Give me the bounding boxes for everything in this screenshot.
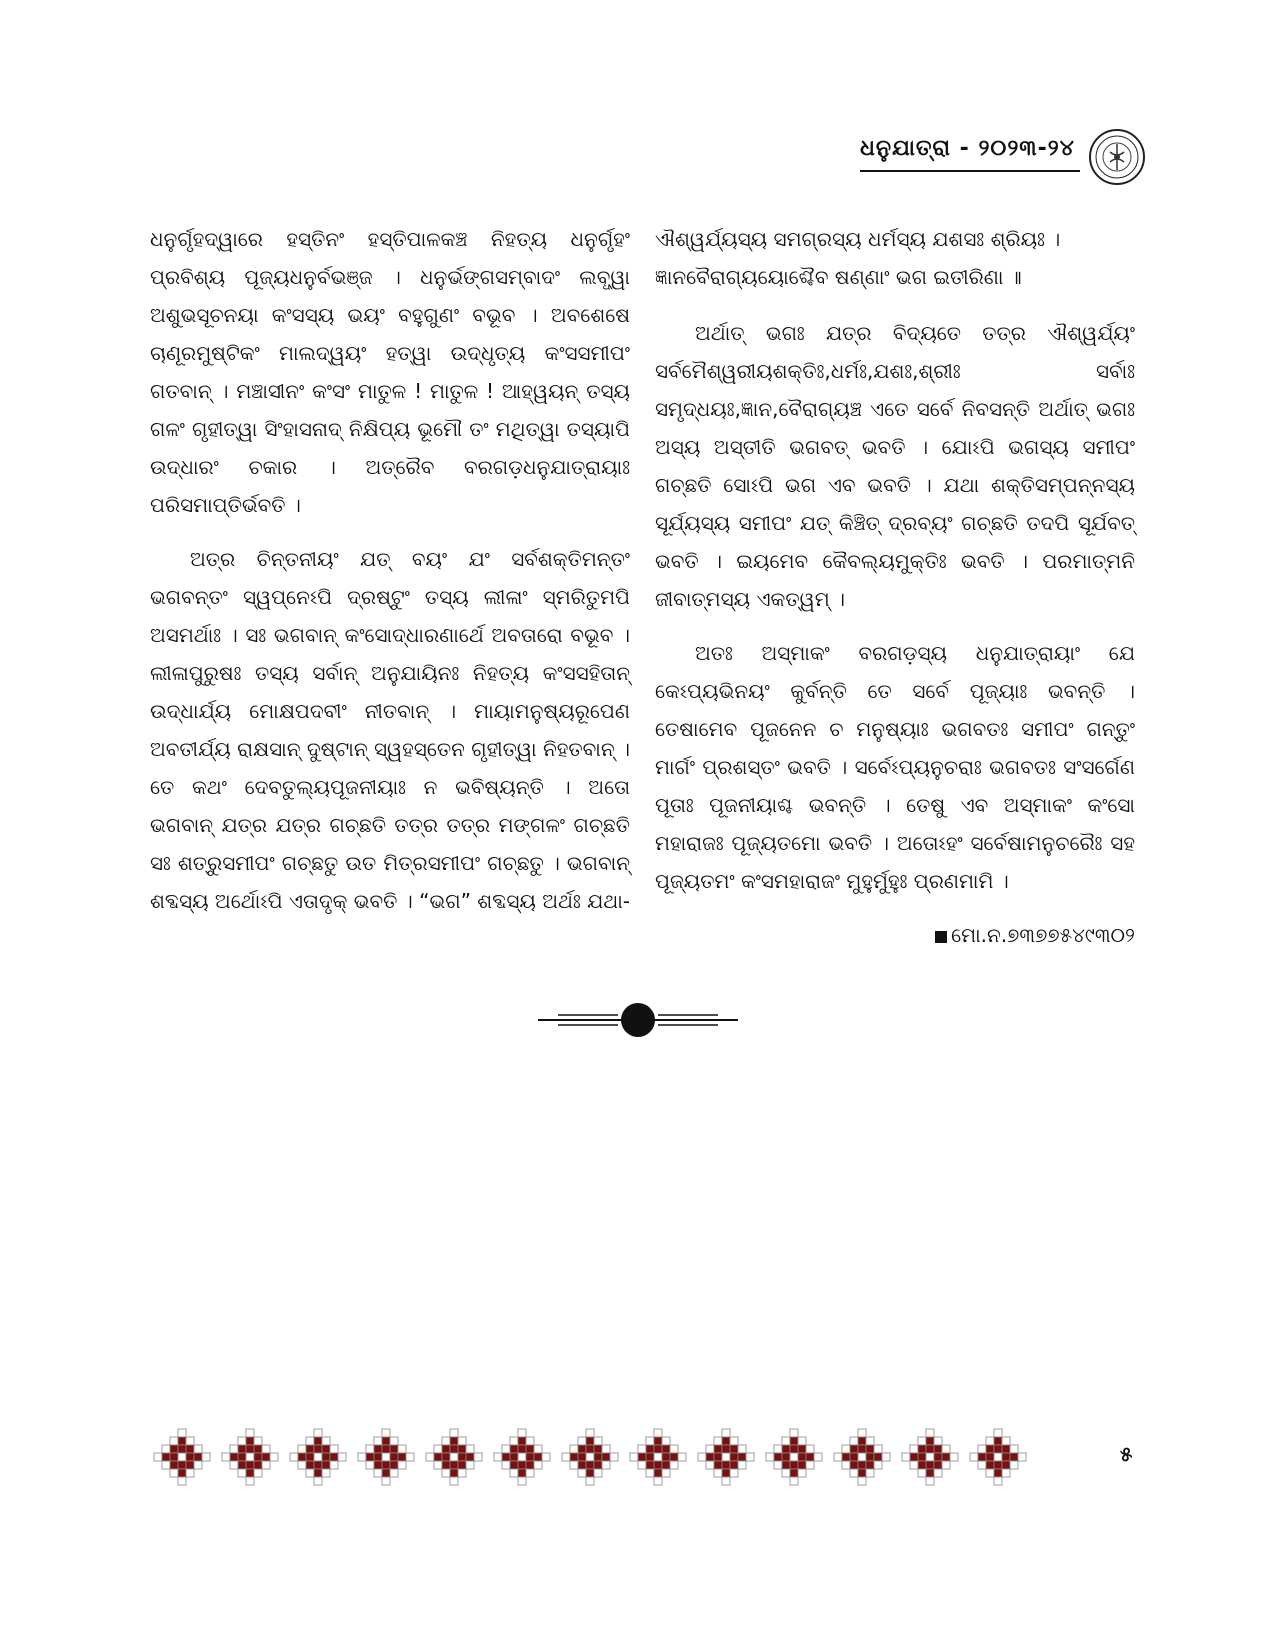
border-motif: [562, 1429, 618, 1485]
header-rule: [860, 170, 1080, 172]
border-motif: [494, 1429, 550, 1485]
border-motif: [630, 1429, 686, 1485]
verse-line-2: ଜ୍ଞାନବୈରାଗ୍ୟୟୋଶ୍ଚୈବ ଷଣ୍ଣାଂ ଭଗ ଇତୀରିଣା ॥: [655, 265, 1022, 289]
border-motif: [970, 1429, 1026, 1485]
signature: [655, 916, 1135, 954]
border-motif: [290, 1429, 346, 1485]
right-column: [655, 220, 1135, 954]
border-motif: [426, 1429, 482, 1485]
square-bullet-icon: [935, 931, 947, 943]
page-header: [860, 128, 1160, 188]
verse: [655, 220, 1135, 296]
border-motif: [698, 1429, 754, 1485]
paragraph-3: ଅର୍ଥାତ୍ ଭଗଃ ଯତ୍ର ବିଦ୍ୟତେ ତତ୍ର ଐଶ୍ୱର୍ଯ୍ୟଂ ସର୍ବମୈଶ୍ୱରୀୟଶକ୍ତିଃ,ଧର୍ମଃ,ଯଶଃ,ଶ୍ରୀଃ ସର୍ବାଃ ସମୃଦ୍ଧୟଃ,ଜ୍ଞାନ,ବୈରାଗ୍ୟଞ୍ଚ ଏତେ ସର୍ବେ ନିବସନ୍ତି ଅର୍ଥାତ୍ ଭଗଃ ଅସ୍ୟ ଅସ୍ତୀତି ଭଗବତ୍ ଭବତି । ଯୋଽପି ଭଗସ୍ୟ ସମୀପଂ ଗଚ୍ଛତି ସୋଽପି ଭଗ ଏବ ଭବତି । ଯଥା ଶକ୍ତିସମ୍ପନ୍ନସ୍ୟ ସୂର୍ଯ୍ୟସ୍ୟ ସମୀପଂ ଯତ୍ କିଞ୍ଚିତ୍ ଦ୍ରବ୍ୟଂ ଗଚ୍ଛତି ତଦପି ସୂର୍ଯବତ୍ ଭବତି । ଇୟମେବ କୈବଲ୍ୟମୁକ୍ତିଃ ଭବତି । ପରମାତ୍ମନି ଜୀବାତ୍ମସ୍ୟ ଏକତ୍ୱମ୍ ।: [655, 321, 1135, 611]
header-title: ଧନୁଯାତ୍ରା - ୨୦୨୩-୨୪: [860, 136, 1075, 161]
paragraph-4: ଅତଃ ଅସ୍ମାକଂ ବରଗଡ଼ସ୍ୟ ଧନୁଯାତ୍ରାୟାଂ ଯେ କେଽପ୍ୟଭିନୟଂ କୁର୍ବନ୍ତି ତେ ସର୍ବେ ପୂଜ୍ୟାଃ ଭବନ୍ତି । ତେଷାମେବ ପୂଜନେନ ଚ ମନୁଷ୍ୟାଃ ଭଗବତଃ ସମୀପଂ ଗନ୍ତୁଂ ମାର୍ଗଂ ପ୍ରଶସ୍ତଂ ଭବତି । ସର୍ବେଽପ୍ୟନୁଚରାଃ ଭଗବତଃ ସଂସର୍ଗେଣ ପୂତାଃ ପୂଜନୀୟାଶ୍ଚ ଭବନ୍ତି । ତେଷୁ ଏବ ଅସ୍ମାକଂ କଂସୋ ମହାରାଜଃ ପୂଜ୍ୟତମୋ ଭବତି । ଅତୋଽହଂ ସର୍ବେଷାମନୁଚରୈଃ ସହ ପୂଜ୍ୟତମଂ କଂସମହାରାଜଂ ମୁହୁର୍ମୁହୁଃ ପ୍ରଣମାମି ।: [655, 641, 1135, 893]
page-number: ୫: [1120, 1442, 1133, 1466]
cross-pattern-border-icon: [150, 1425, 1070, 1489]
verse-line-1: ଐଶ୍ୱର୍ଯ୍ୟସ୍ୟ ସମଗ୍ରସ୍ୟ ଧର୍ମସ୍ୟ ଯଶସଃ ଶ୍ରିୟଃ ।: [655, 227, 1061, 251]
border-motif: [222, 1429, 278, 1485]
border-motif: [766, 1429, 822, 1485]
emblem-seal-icon: [1088, 128, 1146, 186]
border-motif: [834, 1429, 890, 1485]
border-motif: [154, 1429, 210, 1485]
divider-ornament-icon: [538, 1000, 738, 1040]
border-motif: [358, 1429, 414, 1485]
paragraph-2: ଅତ୍ର ଚିନ୍ତନୀୟଂ ଯତ୍ ବୟଂ ଯଂ ସର୍ବଶକ୍ତିମନ୍ତଂ ଭଗବନ୍ତଂ ସ୍ୱପ୍ନେଽପି ଦ୍ରଷ୍ଟୁଂ ତସ୍ୟ ଲୀଳାଂ ସ୍ମରିତୁମପି ଅସମର୍ଥାଃ । ସଃ ଭଗବାନ୍ କଂସୋଦ୍ଧାରଣାର୍ଥେ ଅବତାରୋ ବଭୂବ । ଲୀଳାପୁରୁଷଃ ତସ୍ୟ ସର୍ବାନ୍ ଅନୁଯାୟିନଃ ନିହତ୍ୟ କଂସସହିତାନ୍ ଉଦ୍ଧାର୍ଯ୍ୟ ମୋକ୍ଷପଦବୀଂ ନୀତବାନ୍ । ମାୟାମନୁଷ୍ୟରୂପେଣ ଅବତୀର୍ଯ୍ୟ ରାକ୍ଷସାନ୍ ଦୁଷ୍ଟାନ୍ ସ୍ୱହସ୍ତେନ ଗୃହୀତ୍ୱା ନିହତବାନ୍ । ତେ କଥଂ ଦେବତୁଲ୍ୟପୂଜନୀୟାଃ ନ ଭବିଷ୍ୟନ୍ତି । ଅତୋ ଭଗବାନ୍ ଯତ୍ର ଯତ୍ର ଗଚ୍ଛତି ତତ୍ର ତତ୍ର ମଙ୍ଗଳଂ ଗଚ୍ଛତି ସଃ ଶତ୍ରୁସମୀପଂ ଗଚ୍ଛତୁ ଉତ ମିତ୍ରସମୀପଂ ଗଚ୍ଛତୁ । ଭଗବାନ୍ ଶବ୍ଦସ୍ୟ ଅର୍ଥୋଽପି ଏତାଦୃକ୍ ଭବତି । “ଭଗ” ଶବ୍ଦସ୍ୟ ଅର୍ଥଃ ଯଥା-: [150, 547, 630, 913]
paragraph-1: ଧନୁର୍ଗୃହଦ୍ୱାରେ ହସ୍ତିନଂ ହସ୍ତିପାଳକଞ୍ଚ ନିହତ୍ୟ ଧନୁର୍ଗୃହଂ ପ୍ରବିଶ୍ୟ ପୂଜ୍ୟଧନୁର୍ବଭଞ୍ଜ । ଧନୁର୍ଭଙ୍ଗସମ୍ବାଦଂ ଲବ୍ଧ୍ୱା ଅଶୁଭସୂଚନୟା କଂସସ୍ୟ ଭୟଂ ବହୁଗୁଣଂ ବଭୂବ । ଅବଶେଷେ ଚାଣୂରମୁଷ୍ଟିକଂ ମାଲଦ୍ୱୟଂ ହତ୍ୱା ଉଦ୍ଧୃତ୍ୟ କଂସସମୀପଂ ଗତବାନ୍ । ମଞ୍ଚାସୀନଂ କଂସଂ ମାତୁଳ ! ମାତୁଳ ! ଆହ୍ୱୟନ୍ ତସ୍ୟ ଗଳଂ ଗୃହୀତ୍ୱା ସିଂହାସନାଦ୍ ନିକ୍ଷିପ୍ୟ ଭୂମୌ ତଂ ମଥିତ୍ୱା ତସ୍ୟାପି ଉଦ୍ଧାରଂ ଚକାର । ଅତ୍ରୈବ ବରଗଡ଼ଧନୁଯାତ୍ରାୟାଃ ପରିସମାପ୍ତିର୍ଭବତି ।: [150, 227, 630, 517]
signature-text: ମୋ.ନ.୭୩୭୭୫୪୯୩୦୨: [951, 923, 1135, 947]
border-motif: [902, 1429, 958, 1485]
left-column: [150, 220, 630, 936]
